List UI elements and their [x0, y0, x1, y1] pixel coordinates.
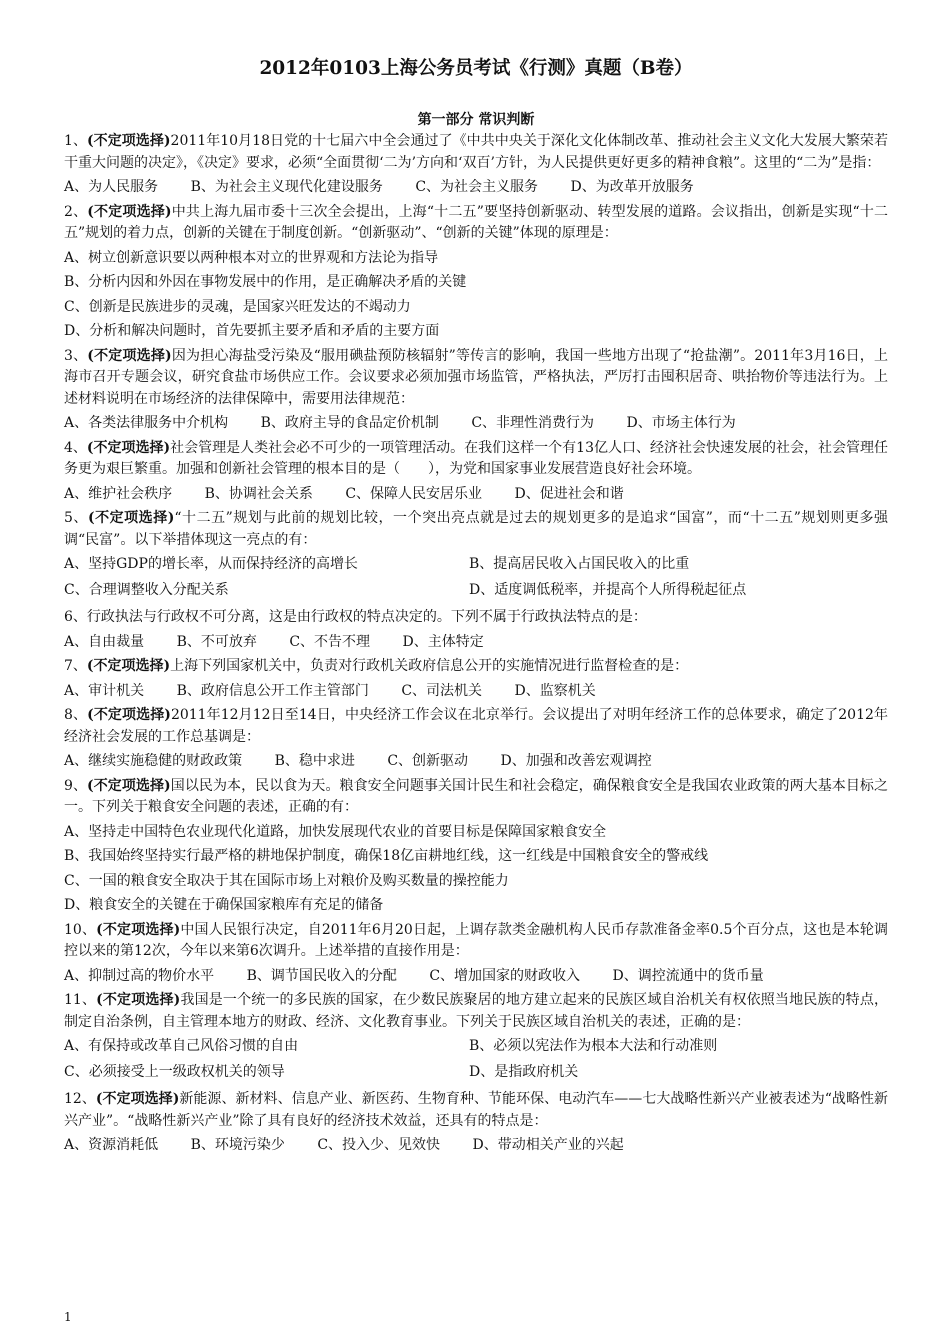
- question-number: 5、: [64, 510, 88, 526]
- option-b: B、环境污染少: [190, 1137, 285, 1153]
- option-a: A、坚持GDP的增长率，从而保持经济的高增长: [64, 556, 358, 572]
- question-number: 12、: [64, 1091, 96, 1107]
- question-stem: 新能源、新材料、信息产业、新医药、生物育种、节能环保、电动汽车——七大战略性新兴产业被表述为“战略性新兴产业”。“战略性新兴产业”除了具有良好的经济技术效益，还具有的特点是：: [64, 1091, 889, 1129]
- option-c: C、投入少、见效快: [317, 1137, 441, 1153]
- question-type: (不定项选择): [86, 658, 171, 674]
- option-d: D、带动相关产业的兴起: [472, 1137, 624, 1153]
- option-c: C、非理性消费行为: [471, 415, 595, 431]
- option-a: A、各类法律服务中介机构: [64, 415, 229, 431]
- question-8-options: [64, 751, 888, 773]
- question-6: [64, 607, 888, 629]
- question-type: (不定项选择): [87, 707, 171, 723]
- question-number: 2、: [64, 203, 88, 220]
- question-number: 11、: [64, 992, 97, 1008]
- question-stem: 国以民为本，民以食为天。粮食安全问题事关国计民生和社会稳定，确保粮食安全是我国农业政策的两大基本目标之一。下列关于粮食安全问题的表述，正确的有：: [64, 777, 888, 815]
- question-type: (不定项选择): [86, 439, 171, 456]
- question-7: [64, 656, 888, 678]
- option-b: B、稳中求进: [274, 753, 355, 769]
- question-type: (不定项选择): [96, 921, 181, 938]
- option-a: A、自由裁量: [64, 633, 145, 650]
- section-title: 第一部分 常识判断: [417, 112, 535, 128]
- question-number: 10、: [64, 921, 97, 938]
- option-a: A、审计机关: [64, 682, 145, 699]
- option-d: D、主体特定: [402, 633, 484, 650]
- question-stem: 因为担心海盐受污染及“服用碘盐预防核辐射”等传言的影响，我国一些地方出现了“抢盐潮”。2011年3月16日，上海市召开专题会议，研究食盐市场供应工作。会议要求必须加强市场监管，严格执法，严厉打击囤积居奇、哄抬物价等违法行为。上述材料说明在市场经济的法律保障中，需要用法律规范：: [64, 347, 888, 407]
- option-b: B、我国始终坚持实行最严格的耕地保护制度，确保18亿亩耕地红线，这一红线是中国粮食安全的警戒线: [64, 848, 709, 864]
- option-a: A、为人民服务: [64, 179, 159, 195]
- question-number: 6、: [64, 609, 87, 625]
- question-12-options: [64, 1135, 888, 1157]
- question-8: [64, 705, 888, 748]
- question-6-options: [64, 632, 888, 654]
- question-2: [64, 202, 888, 245]
- question-number: 9、: [64, 777, 88, 794]
- option-c: C、保障人民安居乐业: [345, 485, 483, 502]
- question-1: [64, 131, 888, 174]
- question-3: [64, 346, 888, 411]
- option-c: C、增加国家的财政收入: [429, 967, 581, 984]
- question-type: (不定项选择): [87, 203, 172, 220]
- page-number: 1: [64, 1310, 72, 1324]
- option-b: B、调节国民收入的分配: [246, 967, 397, 984]
- question-number: 8、: [64, 707, 88, 723]
- question-stem: “十二五”规划与此前的规划比较，一个突出亮点就是过去的规划更多的是追求“国富”，而“十二五”规划则更多强调“民富”。以下举措体现这一亮点的有：: [64, 510, 888, 548]
- question-10: [64, 920, 888, 963]
- question-type: (不定项选择): [87, 133, 171, 149]
- question-type: (不定项选择): [95, 1091, 180, 1107]
- option-c: C、一国的粮食安全取决于其在国际市场上对粮价及购买数量的操控能力: [64, 872, 509, 889]
- question-stem: 中国人民银行决定，自2011年6月20日起，上调存款类金融机构人民币存款准备金率0.5个百分点，这也是本轮调控以来的第12次，今年以来第6次调升。上述举措的直接作用是：: [64, 921, 888, 959]
- question-10-options: [64, 966, 888, 988]
- option-b: B、为社会主义现代化建设服务: [190, 179, 383, 195]
- question-5: [64, 508, 888, 551]
- question-11-options: [64, 1036, 888, 1087]
- option-b: B、政府主导的食品定价机制: [260, 415, 439, 431]
- option-a: A、维护社会秩序: [64, 485, 173, 502]
- option-d: D、加强和改善宏观调控: [500, 753, 652, 769]
- option-d: D、调控流通中的货币量: [612, 967, 764, 984]
- option-b: B、提高居民收入占国民收入的比重: [469, 556, 690, 572]
- option-d: D、为改革开放服务: [570, 179, 694, 195]
- option-d: D、监察机关: [514, 682, 596, 699]
- option-a: A、继续实施稳健的财政政策: [64, 753, 243, 769]
- option-b: B、必须以宪法作为根本大法和行动准则: [469, 1038, 718, 1054]
- document-title: 2012年0103上海公务员考试《行测》真题（B卷）: [259, 58, 693, 79]
- question-4: [64, 438, 888, 481]
- option-b: B、不可放弃: [176, 633, 257, 650]
- option-a: A、坚持走中国特色农业现代化道路，加快发展现代农业的首要目标是保障国家粮食安全: [64, 823, 607, 840]
- option-a: A、抑制过高的物价水平: [64, 967, 215, 984]
- option-b: B、分析内因和外因在事物发展中的作用，是正确解决矛盾的关键: [64, 274, 467, 290]
- question-9: [64, 776, 888, 819]
- option-d: D、是指政府机关: [469, 1063, 579, 1080]
- question-stem: 2011年10月18日党的十七届六中全会通过了《中共中央关于深化文化体制改革、推动社会主义文化大发展大繁荣若干重大问题的决定》，《决定》要求，必须“全面贯彻‘二为’方向和‘双百’方针，为人民提供更好更多的精神食粮”。这里的“二为”是指：: [64, 133, 888, 171]
- question-stem: 我国是一个统一的多民族的国家，在少数民族聚居的地方建立起来的民族区域自治机关有权依照当地民族的特点，制定自治条例，自主管理本地方的财政、经济、文化教育事业。下列关于民族区域自治机关的表述，正确的是：: [64, 992, 888, 1030]
- option-c: C、不告不理: [289, 633, 371, 650]
- option-b: B、协调社会关系: [204, 485, 313, 502]
- option-c: C、必须接受上一级政权机关的领导: [64, 1063, 285, 1080]
- question-5-options: [64, 554, 888, 605]
- option-d: D、市场主体行为: [626, 415, 736, 431]
- question-11: [64, 990, 888, 1033]
- question-stem: 行政执法与行政权不可分离，这是由行政权的特点决定的。下列不属于行政执法特点的是：: [86, 609, 647, 625]
- question-number: 3、: [64, 347, 88, 364]
- option-c: C、创新是民族进步的灵魂，是国家兴旺发达的不竭动力: [64, 298, 411, 315]
- question-type: (不定项选择): [87, 777, 171, 794]
- document-page: [64, 56, 888, 1160]
- question-1-options: [64, 177, 888, 199]
- option-b: B、政府信息公开工作主管部门: [176, 682, 369, 699]
- question-type: (不定项选择): [87, 347, 172, 364]
- option-c: C、司法机关: [401, 682, 483, 699]
- option-d: D、粮食安全的关键在于确保国家粮库有充足的储备: [64, 897, 384, 913]
- option-d: D、适度调低税率，并提高个人所得税起征点: [469, 581, 747, 598]
- option-a: A、资源消耗低: [64, 1137, 159, 1153]
- option-a: A、树立创新意识要以两种根本对立的世界观和方法论为指导: [64, 249, 439, 266]
- option-c: C、创新驱动: [387, 753, 469, 769]
- option-a: A、有保持或改革自己风俗习惯的自由: [64, 1038, 299, 1054]
- question-number: 4、: [64, 439, 87, 456]
- question-stem: 上海下列国家机关中，负责对行政机关政府信息公开的实施情况进行监督检查的是：: [170, 658, 689, 674]
- question-4-options: [64, 484, 888, 506]
- question-3-options: [64, 413, 888, 435]
- question-stem: 2011年12月12日至14日，中央经济工作会议在北京举行。会议提出了对明年经济工作的总体要求，确定了2012年经济社会发展的工作总基调是：: [64, 707, 889, 745]
- option-d: D、分析和解决问题时，首先要抓主要矛盾和矛盾的主要方面: [64, 323, 440, 339]
- question-stem: 社会管理是人类社会必不可少的一项管理活动。在我们这样一个有13亿人口、经济社会快速发展的社会，社会管理任务更为艰巨繁重。加强和创新社会管理的根本目的是（ ），为党和国家事业发展营造良好社会环境。: [64, 439, 888, 477]
- option-c: C、为社会主义服务: [415, 179, 539, 195]
- question-type: (不定项选择): [87, 510, 175, 526]
- option-c: C、合理调整收入分配关系: [64, 581, 229, 598]
- question-number: 7、: [64, 658, 87, 674]
- question-12: [64, 1089, 888, 1132]
- question-number: 1、: [64, 133, 87, 149]
- option-d: D、促进社会和谐: [514, 485, 624, 502]
- question-type: (不定项选择): [96, 992, 181, 1008]
- question-stem: 中共上海九届市委十三次全会提出，上海“十二五”要坚持创新驱动、转型发展的道路。会议指出，创新是实现“十二五”规划的着力点，创新的关键在于制度创新。“创新驱动”、“创新的关键”体现的原理是：: [64, 203, 889, 241]
- question-7-options: [64, 681, 888, 703]
